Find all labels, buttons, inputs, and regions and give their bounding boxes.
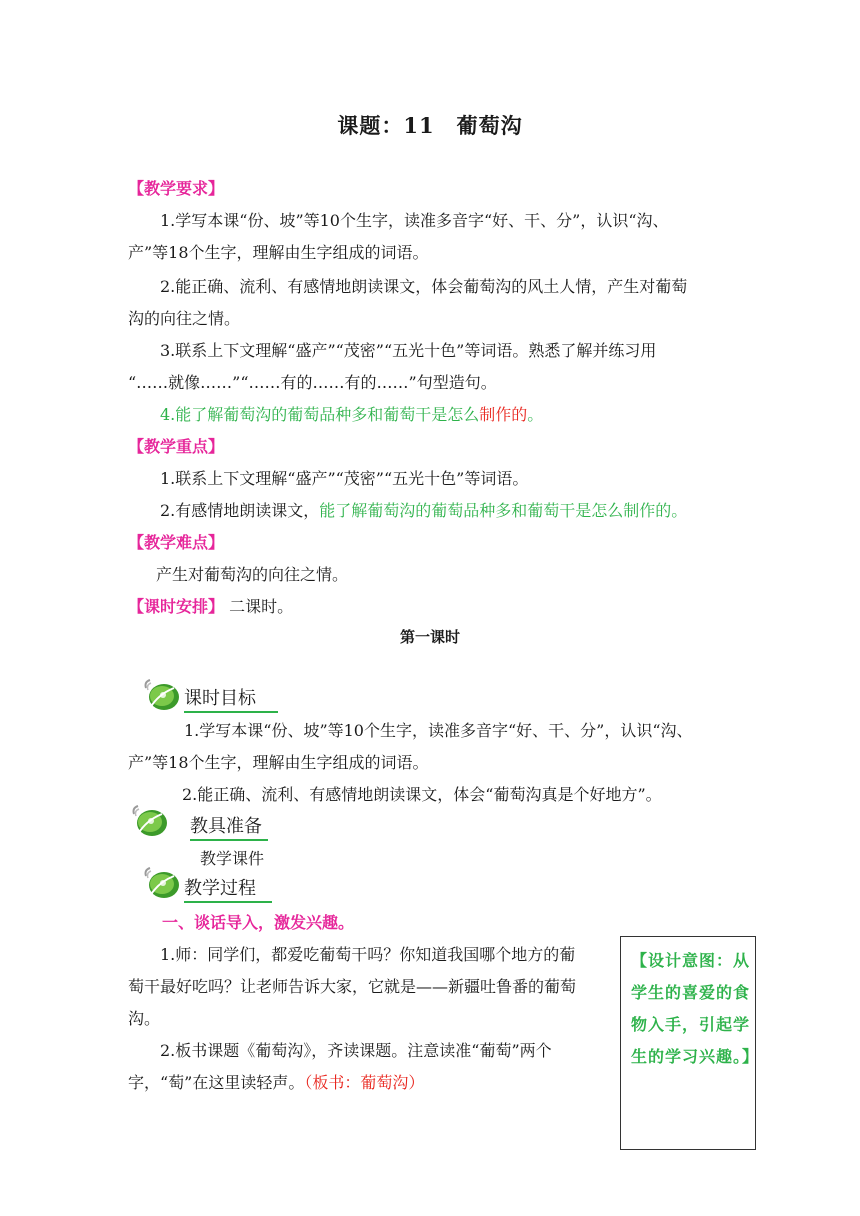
requirement-2-line1: 2.能正确、流利、有感情地朗读课文，体会葡萄沟的风土人情，产生对葡萄 [160,277,688,296]
design-note-text: 【设计意图：从学生的喜爱的食物入手，引起学生的学习兴趣。】 [631,951,760,1066]
materials-text: 教学课件 [200,849,265,868]
key-point-1: 1.联系上下文理解“盛产”“茂密”“五光十色”等词语。 [160,469,529,488]
process-p2-line1: 2.板书课题《葡萄沟》，齐读课题。注意读准“葡萄”两个 [160,1041,552,1060]
objectives-title: 课时目标 [184,684,278,713]
process-title: 教学过程 [184,874,272,903]
requirement-1-line1: 1.学写本课“份、坡”等10个生字，读准多音字“好、干、分”，认识“沟、 [160,211,669,230]
requirement-4-green: 4.能了解葡萄沟的葡萄品种多和葡萄干是怎么 [160,405,480,424]
board-note: （板书：葡萄沟） [304,1073,425,1092]
schedule-heading: 【课时安排】 [128,597,225,616]
page-title: 课题：11 葡萄沟 [337,113,523,138]
requirement-3-line2: “……就像……”“……有的……有的……”句型造句。 [128,373,497,392]
materials-title: 教具准备 [190,812,268,841]
design-note-box [620,936,760,1150]
requirements-heading: 【教学要求】 [128,179,225,198]
process-p2-black: 字，“萄”在这里读轻声。 [128,1073,305,1092]
leaf-bullet-icon [130,804,170,838]
difficulty-heading: 【教学难点】 [128,533,225,552]
requirement-4-end: 。 [527,405,544,424]
step1-heading: 一、谈话导入，激发兴趣。 [162,913,355,932]
key-point-2 [160,498,687,521]
process-p2-line2 [128,1070,424,1093]
lesson-label: 第一课时 [399,628,460,646]
process-p1-line2: 萄干最好吃吗？让老师告诉大家，它就是——新疆吐鲁番的葡萄 [128,977,577,996]
requirement-1-line2: 产”等18个生字，理解由生字组成的词语。 [128,243,429,262]
leaf-bullet-icon [142,678,182,712]
objective-1-line2: 产”等18个生字，理解由生字组成的词语。 [128,753,429,772]
requirement-4 [160,402,543,425]
key-point-2-green: 能了解葡萄沟的葡萄品种多和葡萄干是怎么制作的。 [319,501,688,520]
difficulty-text: 产生对葡萄沟的向往之情。 [156,565,349,584]
requirement-2-line2: 沟的向往之情。 [128,309,241,328]
objective-2: 2.能正确、流利、有感情地朗读课文，体会“葡萄沟真是个好地方”。 [182,785,662,804]
key-points-heading: 【教学重点】 [128,437,225,456]
key-point-2-black: 2.有感情地朗读课文， [160,501,320,520]
leaf-bullet-icon [142,866,182,900]
process-p1-line1: 1.师：同学们，都爱吃葡萄干吗？你知道我国哪个地方的葡 [160,945,576,964]
requirement-4-red: 制作的 [479,405,528,424]
process-p1-line3: 沟。 [128,1009,161,1028]
requirement-3-line1: 3.联系上下文理解“盛产”“茂密”“五光十色”等词语。熟悉了解并练习用 [160,341,657,360]
schedule-text: 二课时。 [229,597,294,616]
objective-1-line1: 1.学写本课“份、坡”等10个生字，读准多音字“好、干、分”，认识“沟、 [184,721,693,740]
schedule [128,594,293,617]
